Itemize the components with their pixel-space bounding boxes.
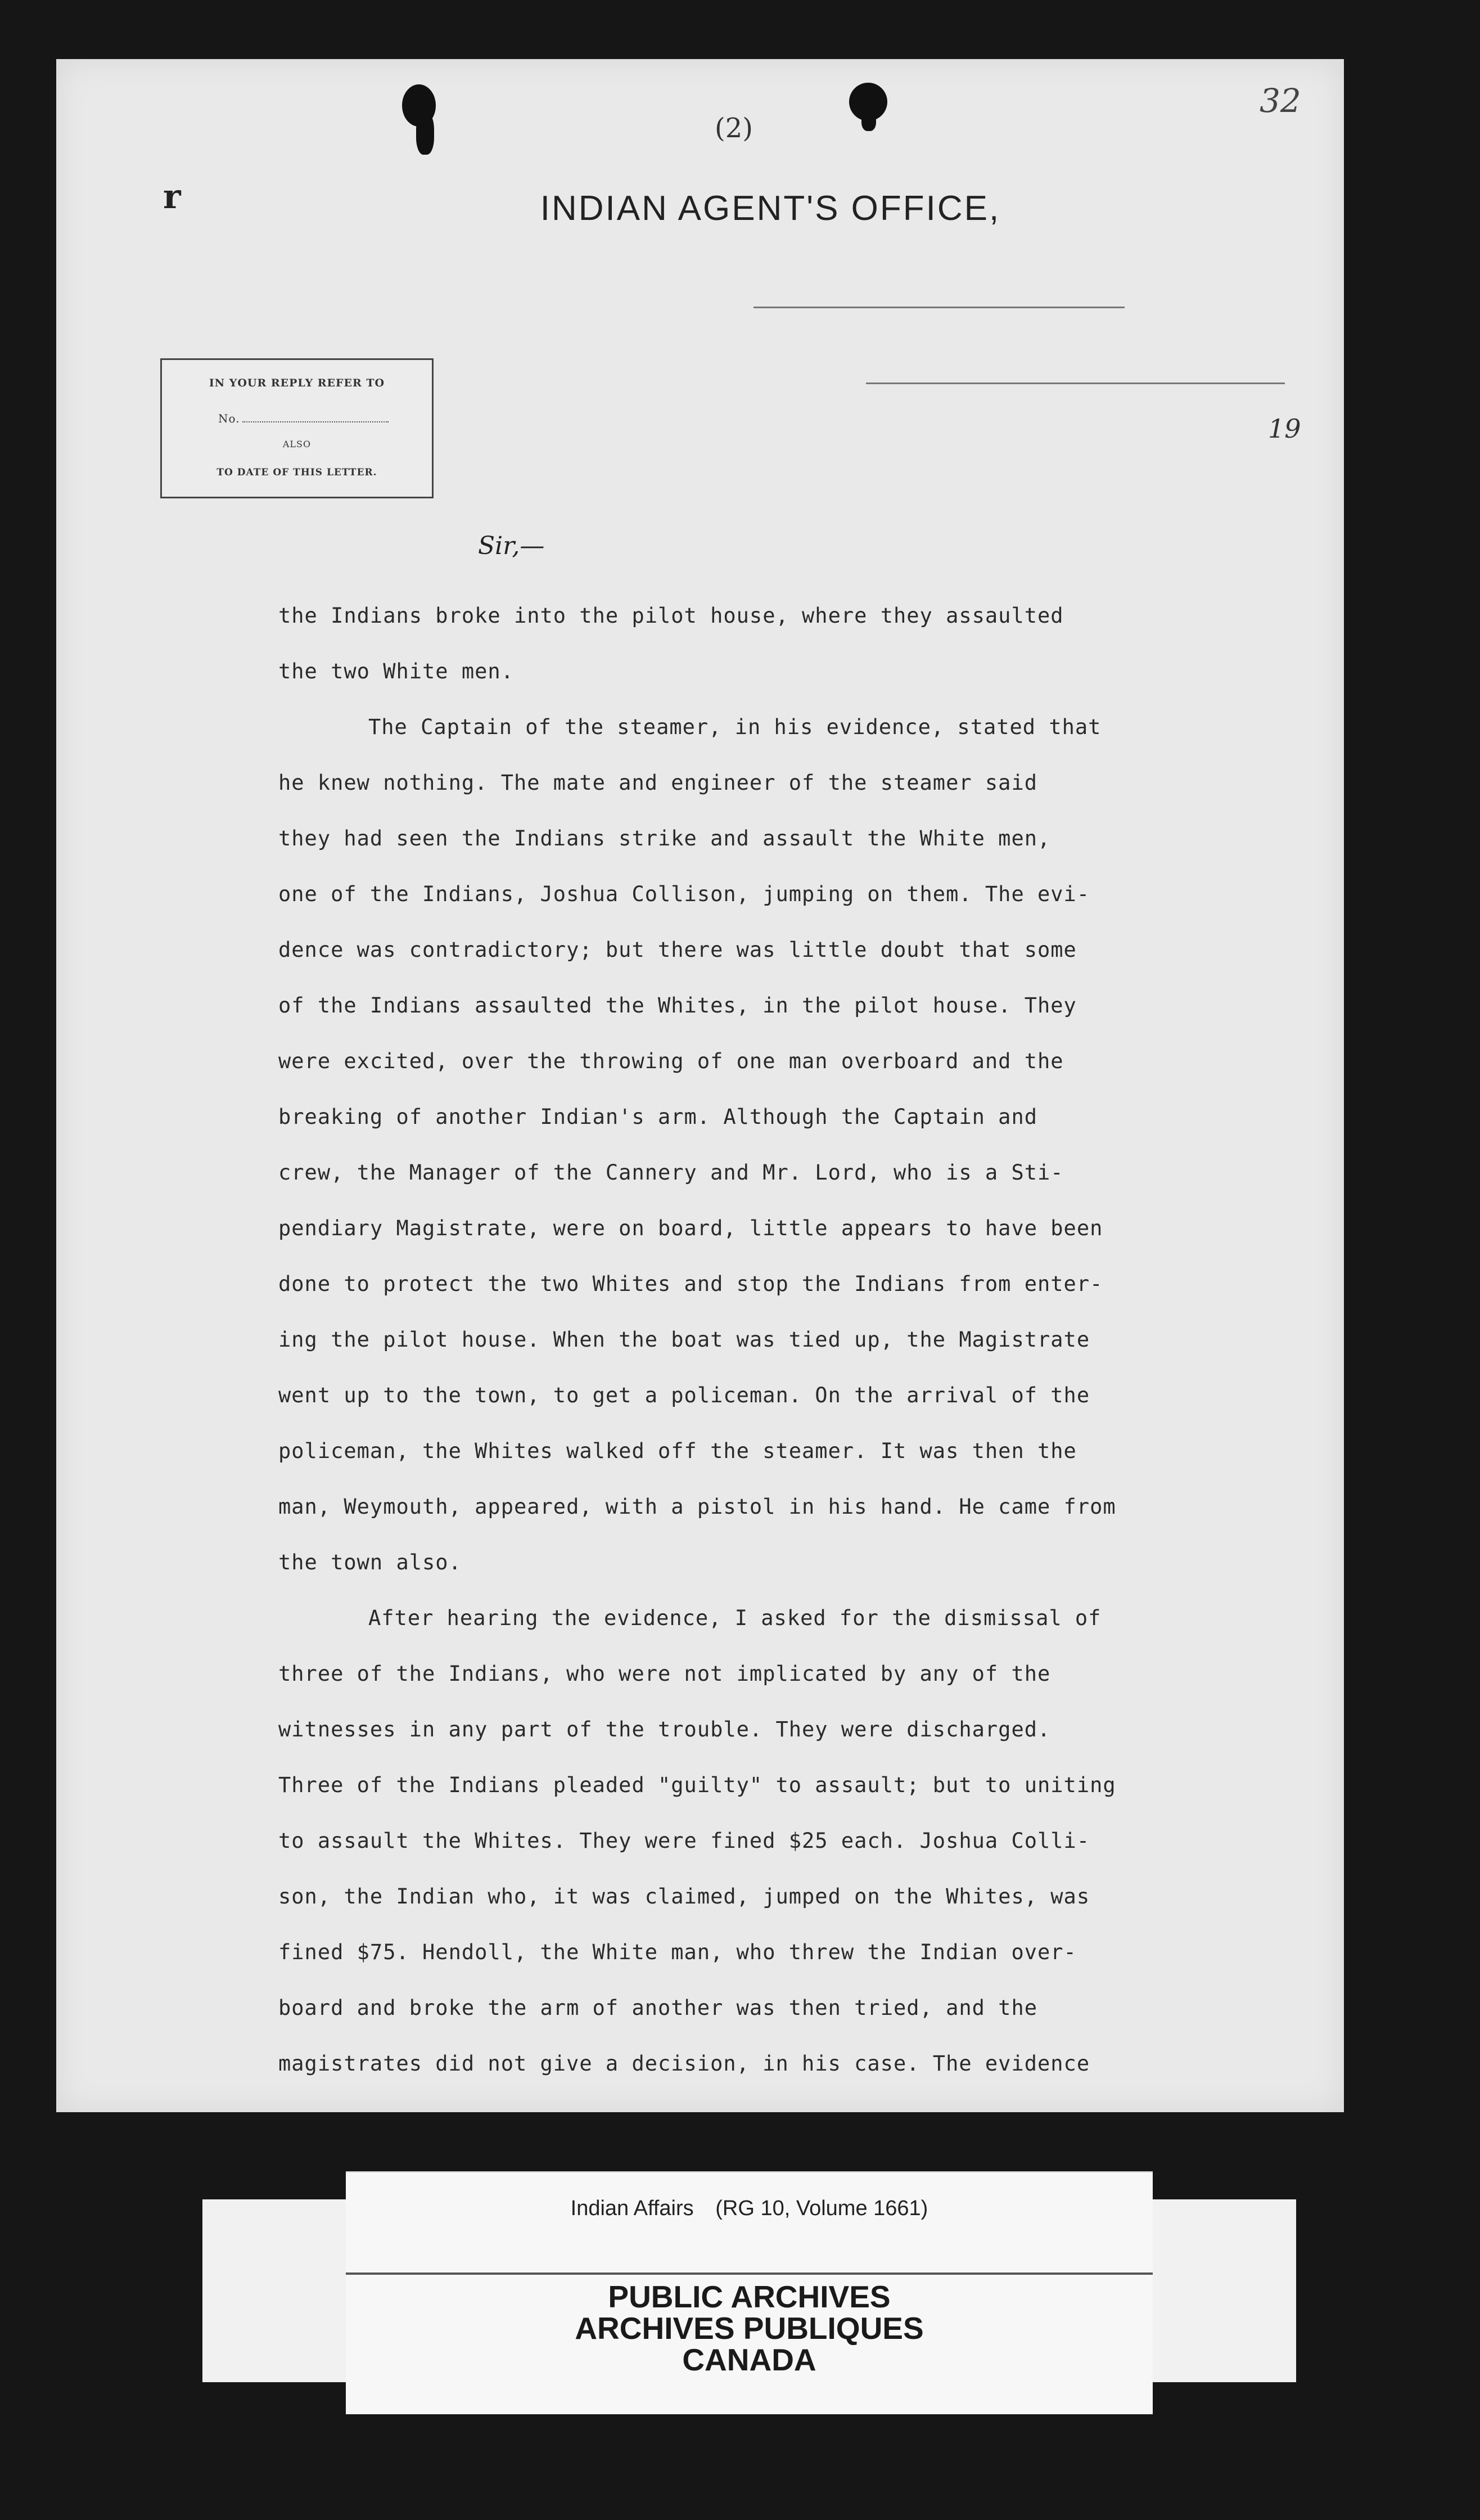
archives-stamp — [346, 2281, 1153, 2375]
text-line: fined $75. Hendoll, the White man, who threw the Indian over- — [278, 1940, 1077, 1964]
letter-body — [278, 588, 1307, 2091]
text-line: one of the Indians, Joshua Collison, jumping on them. The evi- — [278, 882, 1090, 906]
punch-hole-left-tail — [416, 112, 434, 155]
salutation: Sir,— — [478, 532, 545, 560]
text-line: policeman, the Whites walked off the steamer. It was then the — [278, 1439, 1077, 1463]
text-line: The Captain of the steamer, in his evidence, stated that — [368, 715, 1102, 739]
archives-line-2: ARCHIVES PUBLIQUES — [575, 2311, 924, 2346]
reference-box-line-4: TO DATE OF THIS LETTER. — [216, 467, 377, 478]
text-line: man, Weymouth, appeared, with a pistol in his hand. He came from — [278, 1495, 1116, 1519]
text-line: he knew nothing. The mate and engineer of the steamer said — [278, 771, 1038, 795]
text-line: pendiary Magistrate, were on board, little appears to have been — [278, 1216, 1103, 1240]
text-line: breaking of another Indian's arm. Although the Captain and — [278, 1105, 1038, 1129]
archives-line-1: PUBLIC ARCHIVES — [608, 2279, 891, 2314]
text-line: witnesses in any part of the trouble. They were discharged. — [278, 1717, 1051, 1742]
text-line: Three of the Indians pleaded "guilty" to assault; but to uniting — [278, 1773, 1116, 1797]
punch-hole-right-tail — [861, 110, 876, 131]
reference-box-line-1: IN YOUR REPLY REFER TO — [209, 377, 385, 389]
text-line: dence was contradictory; but there was little doubt that some — [278, 938, 1077, 962]
place-rule — [753, 307, 1125, 308]
citation-divider — [346, 2272, 1153, 2275]
reference-box — [160, 358, 434, 498]
text-line: son, the Indian who, it was claimed, jumped on the Whites, was — [278, 1884, 1090, 1909]
page-number: (2) — [715, 112, 753, 144]
collection-name: Indian Affairs — [570, 2197, 694, 2220]
text-line: went up to the town, to get a policeman. On the arrival of the — [278, 1383, 1090, 1407]
date-rule — [866, 382, 1282, 384]
text-line: three of the Indians, who were not implicated by any of the — [278, 1662, 1051, 1686]
reference-box-number — [218, 412, 389, 425]
text-line: ing the pilot house. When the boat was tied up, the Magistrate — [278, 1328, 1090, 1352]
text-line: After hearing the evidence, I asked for the dismissal of — [368, 1606, 1102, 1630]
archives-line-3: CANADA — [682, 2342, 816, 2377]
text-line: the two White men. — [278, 659, 514, 683]
corner-annotation: 32 — [1260, 82, 1301, 120]
text-line: the town also. — [278, 1550, 462, 1574]
letterhead-title: INDIAN AGENT'S OFFICE, — [540, 189, 1001, 228]
text-line: the Indians broke into the pilot house, where they assaulted — [278, 604, 1064, 628]
margin-mark: r — [163, 177, 181, 217]
text-line: they had seen the Indians strike and assault the White men, — [278, 826, 1051, 850]
text-line: were excited, over the throwing of one man overboard and the — [278, 1049, 1064, 1073]
date-rule-tail — [1257, 382, 1285, 384]
document-page — [56, 59, 1344, 2112]
text-line: crew, the Manager of the Cannery and Mr. Lord, who is a Sti- — [278, 1160, 1064, 1185]
reference-box-line-3: ALSO — [282, 439, 312, 449]
text-line: to assault the Whites. They were fined $25 each. Joshua Colli- — [278, 1829, 1090, 1853]
text-line: of the Indians assaulted the Whites, in the pilot house. They — [278, 993, 1077, 1018]
collection-reference: (RG 10, Volume 1661) — [715, 2197, 928, 2220]
archive-citation — [346, 2197, 1153, 2221]
text-line: done to protect the two Whites and stop the Indians from enter- — [278, 1272, 1103, 1296]
text-line: magistrates did not give a decision, in his case. The evidence — [278, 2051, 1090, 2076]
date-year: 19 — [1268, 413, 1301, 444]
reference-box-line-2: No. — [218, 412, 240, 425]
text-line: board and broke the arm of another was then tried, and the — [278, 1996, 1038, 2020]
